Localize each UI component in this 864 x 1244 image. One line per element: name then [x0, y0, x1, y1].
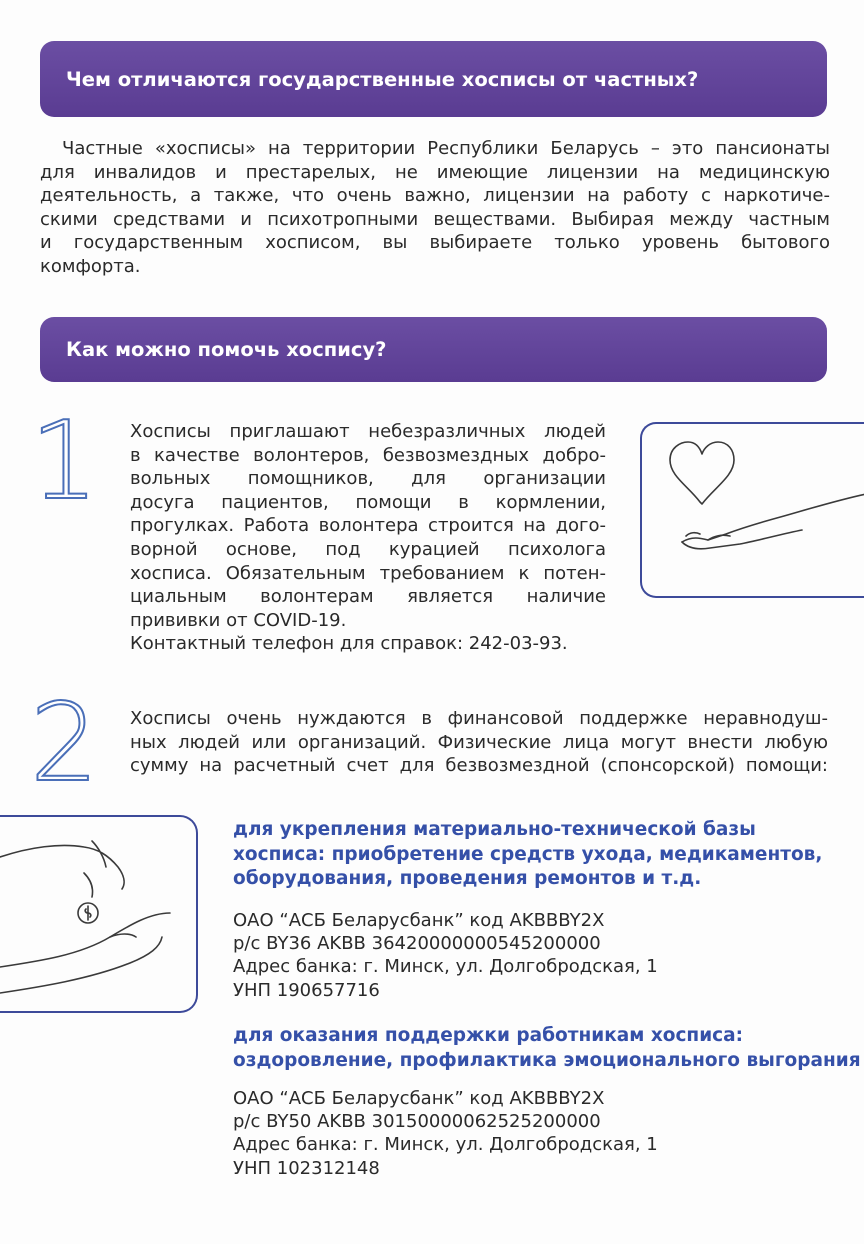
- bank-name: ОАО “АСБ Беларусбанк” код AKBBBY2X: [233, 1088, 605, 1109]
- fund-2-heading: для оказания поддержки работникам хосписа: оздоровление, профилактика эмоционального выгорания: [233, 1025, 861, 1071]
- heart-hand-illustration-frame: [640, 422, 864, 598]
- item-number-1: 1: [30, 399, 99, 524]
- contact-phone: Контактный телефон для справок: 242-03-93.: [130, 633, 568, 655]
- bank-unp: УНП 102312148: [233, 1157, 380, 1179]
- fund-1-bank-details: [233, 909, 658, 1002]
- financial-support-paragraph: Хосписы очень нуждаются в финансовой поддержке неравнодуш- ных людей или организаций. Физические лица могут внести любую сумму на расчетный счет для безвозмездной (спонсорской) помощи:: [130, 708, 828, 777]
- bank-name: ОАО “АСБ Беларусбанк” код AKBBBY2X: [233, 910, 605, 931]
- bank-account: р/с BY50 AKBB 30150000062525200000: [233, 1111, 601, 1133]
- volunteer-paragraph: Хосписы приглашают небезразличных людей в качестве волонтеров, безвозмездных добро- вольных помощников, для организации досуга пациентов, помощи в кормлении, прогулках. Работа волонтера строится на дого- ворной основе, под курацией психолога хосписа. Обязательным требованием к потен- циальным волонтерам является наличие прививки от COVID-19. Контактный телефон для справок: 242-03-93.: [130, 421, 606, 655]
- section-title: Чем отличаются государственные хосписы от частных?: [66, 67, 699, 91]
- bank-address: Адрес банка: г. Минск, ул. Долгобродская, 1: [233, 1134, 658, 1156]
- bank-unp: УНП 190657716: [233, 979, 380, 1001]
- coin-hands-icon: [0, 817, 196, 1011]
- section-banner-difference: [40, 41, 827, 117]
- fund-1-heading: для укрепления материально-технической базы хосписа: приобретение средств ухода, медикаментов, оборудования, проведения ремонтов и т.д.: [233, 819, 823, 890]
- difference-paragraph: Частные «хосписы» на территории Республики Беларусь – это пансионаты для инвалидов и престарелых, не имеющие лицензии на медицинскую деятельность, а также, что очень важно, лицензии на работу с наркотиче- скими средствами и психотропными веществами. Выбирая между частным и государственным хосписом, вы выбираете только уровень бытового комфорта.: [40, 138, 830, 277]
- section-title: Как можно помочь хоспису?: [66, 338, 387, 361]
- fund-2-bank-details: [233, 1087, 658, 1180]
- section-banner-help: [40, 317, 827, 382]
- item-number-2: 2: [30, 681, 99, 806]
- heart-hand-icon: [642, 424, 864, 596]
- bank-address: Адрес банка: г. Минск, ул. Долгобродская, 1: [233, 956, 658, 978]
- coin-hands-illustration-frame: [0, 815, 198, 1013]
- bank-account: р/с BY36 AKBB 36420000000545200000: [233, 933, 601, 955]
